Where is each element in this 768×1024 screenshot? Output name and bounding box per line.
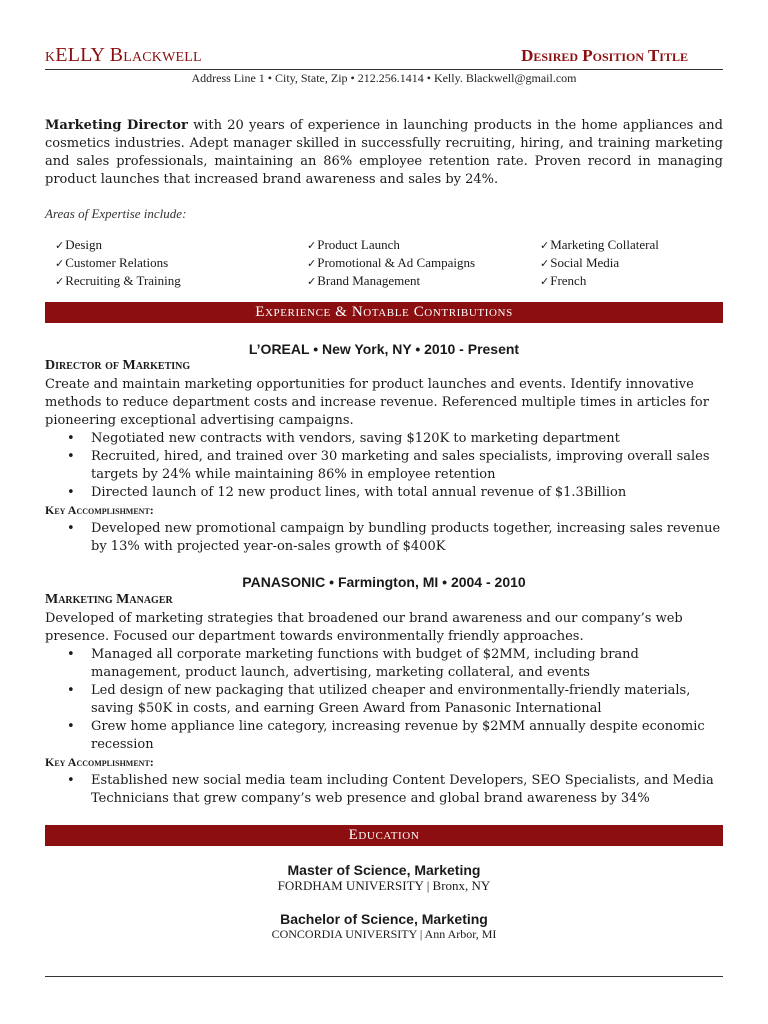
expertise-item: ✓ Customer Relations [55,254,307,272]
job-header: L’OREAL • New York, NY • 2010 - Present [248,341,520,357]
expertise-item: ✓ Design [55,236,307,254]
list-item: • Developed new promotional campaign by bundling products together, increasing sales revenue by 13% with projected year-on-sales growth of $400K [45,520,723,556]
expertise-grid [55,236,723,290]
job-bullets [45,430,723,502]
expertise-item: ✓ Social Media [540,254,723,272]
education-section-heading: Education [45,825,723,846]
accomplishment-bullets [45,772,723,808]
school: CONCORDIA UNIVERSITY | Ann Arbor, MI [271,927,497,941]
job-description: Developed of marketing strategies that broadened our brand awareness and our company’s web presence. Focused our department towards environmentally friendly approaches. [45,611,683,644]
expertise-item: ✓ Recruiting & Training [55,272,307,290]
key-accomplishment-label: Key Accomplishment: [45,755,154,769]
expertise-item: ✓ Brand Management [307,272,540,290]
summary-text: with 20 years of experience in launching products in the home appliances and cosmetics industries. Adept manager skilled in successfully recruiting, hiring, and training marketing and sales professionals, maintaining an 86% employee retention rate. Proven record in managing product launches that increased brand awareness and sales by 24%. [45,118,724,187]
degree: Master of Science, Marketing [287,862,481,878]
expertise-item: ✓ Product Launch [307,236,540,254]
accomplishment-bullets [45,520,723,556]
job-bullets [45,646,723,754]
contact-line: Address Line 1 • City, State, Zip • 212.256.1414 • Kelly. Blackwell@gmail.com [191,71,577,85]
school: FORDHAM UNIVERSITY | Bronx, NY [277,878,491,893]
candidate-name: kELLY Blackwell [45,44,202,66]
list-item: • Negotiated new contracts with vendors, saving $120K to marketing department [45,430,723,448]
education-entry [45,911,723,942]
expertise-item: ✓ French [540,272,723,290]
expertise-label: Areas of Expertise include: [45,206,187,221]
header-divider [45,69,723,70]
list-item: • Directed launch of 12 new product lines, with total annual revenue of $1.3Billion [45,484,723,502]
job-description: Create and maintain marketing opportunities for product launches and events. Identify innovative methods to reduce department costs and increase revenue. Referenced multiple times in articles for pioneering exceptional advertising campaigns. [45,377,709,428]
list-item: • Led design of new packaging that utilized cheaper and environmentally-friendly materials, saving $50K in costs, and earning Green Award from Panasonic International [45,682,723,718]
expertise-item: ✓ Marketing Collateral [540,236,723,254]
professional-summary [45,117,723,189]
summary-lead: Marketing Director [45,118,188,133]
job-role: Marketing Manager [45,592,173,607]
list-item: • Managed all corporate marketing functions with budget of $2MM, including brand management, product launch, advertising, marketing collateral, and events [45,646,723,682]
education-entry [45,862,723,894]
list-item: • Recruited, hired, and trained over 30 marketing and sales specialists, improving overall sales targets by 24% while maintaining 86% in employee retention [45,448,723,484]
list-item: • Grew home appliance line category, increasing revenue by $2MM annually despite economic recession [45,718,723,754]
footer-divider [45,976,723,977]
key-accomplishment-label: Key Accomplishment: [45,503,154,517]
job-header: PANASONIC • Farmington, MI • 2004 - 2010 [242,574,526,590]
experience-section-heading: Experience & Notable Contributions [45,302,723,323]
expertise-item: ✓ Promotional & Ad Campaigns [307,254,540,272]
job-role: Director of Marketing [45,358,191,373]
degree: Bachelor of Science, Marketing [280,911,488,927]
list-item: • Established new social media team including Content Developers, SEO Specialists, and Media Technicians that grew company’s web presence and global brand awareness by 34% [45,772,723,808]
desired-position-title: Desired Position Title [521,46,688,65]
